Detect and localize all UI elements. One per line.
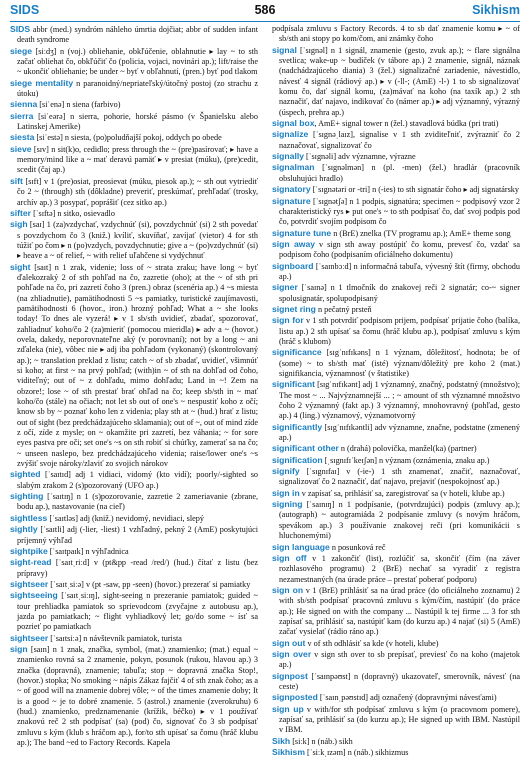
dictionary-entry: [10, 144, 258, 176]
entry-headword: signpost: [272, 670, 308, 681]
entry-headword: Sikhism: [272, 747, 305, 758]
entry-headword: Sikh: [272, 735, 291, 746]
dictionary-entry: [272, 747, 520, 758]
dictionary-entry: [10, 219, 258, 261]
entry-definition: v with/for sth podpísať zmluvu s kým (o pracovnom pomere), zapísať sa, prihlásiť sa (do kurzu ap.); He signed up with IBM. Nastúpil v IBM.: [279, 704, 520, 735]
entry-headword: sieve: [10, 143, 32, 154]
entry-definition: [ˈsaɪnˌpəʊstɪd] adj označený (dopravnými návesťami): [317, 693, 497, 703]
entry-headword: signer: [272, 282, 298, 293]
dictionary-entry: [10, 262, 258, 470]
entry-headword: sign: [10, 643, 28, 654]
dictionary-entry: [272, 443, 520, 454]
entry-definition: podpísala zmluvu s Factory Records. 4 to sb dať znamenie komu ▸ ~ of sb/sth ani stopy po kom/čom, ani známky čoho: [272, 24, 520, 44]
dictionary-entry: [10, 111, 258, 133]
entry-definition: [siːdʒ] n (voj.) obliehanie, obkľúčenie, oblahnutie ▸ lay ~ to sth začať obliehat čo, obkľúčiť čo (policia, vojaci, novinári ap.); lift/raise the ~ ukončiť obliehanie; be under ~ byť v obľahnutí, (pren.) byť pod tlakom: [17, 46, 258, 77]
entry-headword: sierra: [10, 110, 34, 121]
entry-headword: sightseer: [10, 578, 49, 589]
dictionary-entry: [10, 557, 258, 579]
entry-headword: sightpike: [10, 545, 48, 556]
entry-headword: SIDS: [10, 24, 31, 34]
entry-headword: signet ring: [272, 303, 316, 314]
entry-headword: significant other: [272, 443, 339, 454]
dictionary-entry: [272, 488, 520, 499]
dictionary-entry: [272, 704, 520, 736]
entry-headword: siege: [10, 45, 32, 56]
dictionary-entry: [272, 455, 520, 466]
dictionary-entry: [272, 736, 520, 747]
entry-headword: signboard: [272, 260, 314, 271]
entry-definition: [sɪv] n sit(k)o, cedidlo; press through the ~ (pre)pasírovať; ▸ have a memory/mind like a ~ mať deravú pamäť ▸ v presiat (múku), (pre)cedit, scedit (čaj ap.): [17, 144, 258, 175]
entry-definition: [saɪt] n 1 zrak, videnie; loss of ~ strata zraku; have long ~ byť ďalekozraký 2 of sth pohľad na čo, zazretie (oho); at the ~ of sth pri pohľade na čo, pri zazretí čoho 3 (pren.) obraz (scenéria ap.) 4 ~s miesta (na zhliadnutie), pamätihodnosti 5 ~s pamiatky, turistické zaujímavosti, pamätihodnosti 6 (hovor., iron.) hrozný pohľad; What a ~ she looks today! To dnes ale vyzerá! ▸ v 1 sb/sth uvidieť, zbadať, spozorovať, zahliadnuť koho/čo 2 (za)mieriť (pomocou mieridla) ▸ adv a ~ (hovor.) ovela, dakedy, neporovnateľne aký (v porovnaní); not by a long ~ ani zďaleka (nie), vôbec nie ▸ adj iba pohľadom (vykonaný) (skontrolovaný ap.); ~ translation preklad z listu; catch ~ of sb zbadať, uvidieť, všimnúť si koho; at first ~ na prvý pohľad; (with)in ~ of sth na dohľad od čoho, viditeľný; out of ~ z dohľadu, mimo dohľadu; Land in ~! Zem na obzore!; lose ~ of sth prestať brať ohľad na čo; keep sb/sth in ~ mať koho/čo (stále) na očiach; not let sb out of one's ~ nespustiť koho z očí; know sb by ~ poznať koho len z videnia; play sth at ~ (hud.) hrať z listu; out of sight (bez predchádzajúceho sklamania); out of ~, out of mind zíde z očí, zíde z mysle; on ~ okamžite pri zazretí, bez váhania; ~ for sore eyes pastva pre oči; set one's ~s on sth robiť si chúťky, zamerať sa na čo; ~ unseen naslepo, bez predchádzajúceho videnia; raise/lower one's ~s zvýšiť svoje nároky/zlaviť zo svojich nárokov: [17, 262, 258, 469]
dictionary-entry: [272, 239, 520, 261]
entry-headword: signal box: [272, 118, 315, 129]
entry-definition: n posunková reč: [329, 542, 386, 552]
entry-definition: v 1 (BrE) prihlásiť sa na úrad práce (do oficiálneho zoznamu) 2 with sb/sth podpísať pracovnú zmluvu s kým/čím, nastúpiť (do práce ap.); He signed on with the company ... Nastúpil k tej firme ... 3 for sth zapísať sa, prihlásiť sa, nastúpiť kam (do kurzu ap.) 4 najať (si) 5 (AmE) začať vysielať (rádio ráno ap.): [279, 585, 520, 637]
dictionary-entry: [10, 590, 258, 632]
dictionary-entry: [10, 644, 258, 748]
dictionary-entry: [10, 491, 258, 513]
dictionary-entry: [272, 315, 520, 347]
entry-headword: signing: [272, 499, 303, 510]
dictionary-entry: [272, 649, 520, 671]
entry-definition: [ˈsaɪtˌsiːə] v (pt -saw, pp -seen) (hovor.) prezerať si pamiatky: [48, 579, 251, 589]
entry-definition: [siːk] n (náb.) sikh: [290, 736, 353, 746]
entry-definition: [sɪft] v 1 (pre)osiat, preosievat (múku, piesok ap.); ~ sth out vytriediť čo 2 ~ (through) sth (dôkladne) preveriť, preskúmať, prehľadať (trosky, archív ap.) 3 posypať, poprášiť (cez sitko ap.): [17, 176, 258, 207]
entry-definition: v sign sth over to sb prepísať, previesť čo na koho (majetok ap.): [279, 649, 520, 670]
entry-headword: signature: [272, 195, 311, 206]
entry-headword: signal: [272, 44, 297, 55]
dictionary-entry: [272, 542, 520, 553]
dictionary-entry: [272, 45, 520, 118]
entry-headword: sight-read: [10, 557, 52, 568]
dictionary-entry: [272, 162, 520, 184]
entry-headword: signification: [272, 454, 323, 465]
entry-headword: sign on: [272, 584, 304, 595]
entry-definition: [ˈsaɪnə] n 1 tlmočník do znakovej reči 2 signatár; co-~ signer spolusignatár, spolupodpisaný: [279, 283, 520, 303]
dictionary-entry: [272, 379, 520, 421]
dictionary-entry: [272, 347, 520, 379]
dictionary-entry: [10, 546, 258, 557]
entry-headword: sightseeing: [10, 590, 58, 601]
dictionary-entry: [272, 638, 520, 649]
entry-definition: [ˈsɪgnətəri or -tri] n (-ies) to sth signatár čoho ▸ adj signatársky: [310, 185, 519, 195]
entry-headword: sign language: [272, 541, 330, 552]
entry-definition: [ˈsaɪnbɔːd] n informačná tabuľa, vývesný štít (firmy, obchodu ap.): [279, 261, 520, 281]
dictionary-entry: [10, 208, 258, 219]
entry-headword: sign away: [272, 238, 316, 249]
entry-headword: sight: [10, 261, 31, 272]
entry-headword: significantly: [272, 421, 323, 432]
entry-headword: sighted: [10, 469, 41, 480]
left-guide-word: SIDS: [10, 3, 40, 17]
entry-headword: signalize: [272, 129, 309, 140]
dictionary-entry: [10, 46, 258, 78]
dictionary-entry: [10, 78, 258, 100]
entry-headword: sightly: [10, 524, 38, 535]
entry-definition: [ˈsɪgnəli] adv významne, výrazne: [304, 152, 416, 162]
entry-headword: siesta: [10, 132, 35, 143]
dictionary-entry: [272, 585, 520, 638]
entry-definition: abbr (med.) syndróm náhleho úmrtia dojčiat; abbr of sudden infant death syndrome: [17, 25, 258, 45]
page-header: [10, 3, 520, 22]
entry-definition: [ˌsɪgnɪfɪˈkeɪʃən] n význam (oznámenia, znaku ap.): [322, 455, 490, 465]
entry-headword: signatory: [272, 184, 311, 195]
entry-definition: [ˈsɪgnəˌlaɪz], signalise v 1 sth zviditeľniť, zvýrazniť čo 2 naznačovať, signalizovať čo: [279, 130, 520, 150]
dictionary-entry: [272, 671, 520, 693]
entry-definition: [ˈsɪgnəl] n 1 signál, znamenie (gesto, zvuk ap.); ~ flare signálna svetlica; wake-up ~ budíček (v tábore ap.) 2 znamenie, signál, náznak (nadchádzajúceho diania) 3 (žel.) signalizačné zariadenie, návestidlo, návesť 4 signál (rádiový ap.) ▸ v (-ll-; (AmE) -l-) 1 to sb signalizovať komu čo, dať signál komu, (za)mávať na koho (na taxík ap.) 2 sth naznačiť, dať najavo, indikovať čo (námer ap.) ▸ adj významný, výrazný (úspech, prehra ap.): [279, 45, 520, 117]
entry-definition: [ˈsaɪtˌriːd] v (pt&pp -read /red/) (hud.) čítať z listu (bez prípravy): [17, 558, 258, 578]
entry-definition: n paranoidný/nepriateľský/útočný postoj (zo strachu z útoku): [17, 78, 259, 99]
entry-headword: sign for: [272, 315, 304, 326]
dictionary-entry: [10, 469, 258, 491]
entry-definition: [ˈsɪgnətʃə] n 1 podpis, signatúra; specimen ~ podpisový vzor 2 charakteristický rys ▸ put one's ~ to sth podpísať čo, dať svoj podpis pod čo, potvrdiť svojím podpisom čo: [279, 196, 520, 227]
entry-definition: [ˈsaɪnɪŋ] n 1 podpísanie, (potvrdzujúci) podpis (zmluvy ap.); (autograph) ~ autogramiáda 2 podpísanie zmluvy (s novým hráčom, spevákom ap.) 3 používanie znakovej reči (pri komunikácii s hluchonemými): [279, 500, 520, 541]
dictionary-entry: [272, 184, 520, 195]
entry-headword: significant: [272, 379, 315, 390]
entry-definition: [siˈeərə] n sierra, pohorie, horské pásmo (v Španielsku alebo Latinskej Amerike): [17, 111, 258, 132]
entry-definition: [ˈsaɪtˌsiːɪŋ], sight-seeing n prezeranie pamiatok; guided ~ tour prehliadka pamiatok so sprievodcom (zvyčajne z autobusu ap.), jazda po pamiatkach; ~ flight vyhliadkový let; go/do some ~ ísť sa pozrieť po pamiatkach: [17, 591, 258, 632]
dictionary-entry: [272, 151, 520, 162]
entry-headword: signalman: [272, 162, 315, 173]
entry-definition: [saɪ] 1 (za)vzdychať, vzdychnúť (si), povzdychnúť (si) 2 sth povedať s povzdychom čo 3 (kniž.) kvíliť, skuvíňať, zavíjať (vietor) 4 for sth túžiť po čom ▸ n (po)vzdych, povzdychnutie; give a ~ (po)vzdychnúť (si) ▸ heave a ~ of relief, ~ with relief uľahčene si vydýchnuť: [17, 220, 258, 261]
dictionary-entry: [10, 524, 258, 546]
entry-definition: [ˈsɪgnəlmən] n (pl. -men) (žel.) hradlár (pracovník obsluhujúci hradlo): [279, 163, 520, 183]
entry-definition: v 1 zakončiť (list), rozlúčiť sa, skončiť (čím (na záver rozhlasového programu) 2 (BrE) nechať sa vyradiť z registra nezamestnaných (na úrade práce – prestať poberať podporu): [279, 553, 520, 584]
entry-headword: sign off: [272, 552, 307, 563]
entry-definition: [ˈsaɪtsiːə] n návštevník pamiatok, turista: [48, 633, 182, 643]
entry-definition: [ˈsaɪnpəʊst] n (dopravný) ukazovateľ, smerovník, návesť (na ceste): [279, 671, 520, 691]
dictionary-entry: [272, 196, 520, 228]
entry-definition: [ˈsaɪtli] adj (-lier, -liest) 1 vzhľadný, pekný 2 (AmE) poskytujúci príjemný výhľad: [17, 525, 258, 545]
entry-definition: v zapísať sa, prihlásiť sa, zaregistrovať sa (v hoteli, klube ap.): [299, 488, 505, 498]
entry-definition: [ˈsaɪtɪd] adj 1 vidiaci, vidomý (kto vidí); poorly/-sighted so slabým zrakom 2 (s)pozorovaný (UFO ap.): [17, 470, 258, 490]
entry-definition: [ˈsaɪtpaɪk] n výhľadnica: [47, 546, 129, 556]
entry-definition: [sɪgˈnɪfɪkənt] adj 1 významný, značný, podstatný (množstvo); The most ~ ... Najvýznamnejší ... ; ~ amount of sth významné množstvo čoho 2 významný (fakt ap.) 3 významný, mnohovravný (pohľad, gesto ap.) 4 (ling.) významový, významotvorný: [279, 380, 520, 421]
entry-headword: sigh: [10, 219, 28, 230]
entry-definition: [ˈsaɪtɪŋ] n 1 (s)pozorovanie, zazretie 2 zameriavanie (zbrane, bodu ap.), nastavovanie (na cieľ): [17, 492, 258, 512]
entry-definition: [ˈsɪftə] n sitko, osievadlo: [31, 208, 115, 218]
dictionary-entry: [10, 579, 258, 590]
entry-definition: n (drahá) polovička, manžel(ka) (partner): [338, 444, 477, 454]
entry-headword: sign over: [272, 648, 312, 659]
dictionary-entry: [10, 132, 258, 143]
entry-headword: sightseer: [10, 632, 49, 643]
dictionary-entry: [272, 261, 520, 283]
entry-headword: sign up: [272, 703, 304, 714]
right-column: [272, 24, 520, 758]
entry-definition: [sɪgˈnɪfɪkəns] n 1 význam, dôležitosť, hodnota; be of (some) ~ to sb/sth mať (isté) význam/dôležitý pre koho 2 (mat.) signifikancia, významnosť (v štatistike): [279, 348, 520, 378]
entry-definition: n pečatný prsteň: [315, 304, 372, 314]
entry-headword: sift: [10, 175, 23, 186]
entry-definition: [ˈsɪgnɪfaɪ] v (-ie-) 1 sth znamenať, značiť, naznačovať, signalizovať čo 2 naznačiť, dať najavo, prejaviť (nespokojnosť ap.): [279, 467, 520, 487]
entry-headword: sightless: [10, 512, 48, 523]
dictionary-entry: [272, 228, 520, 239]
dictionary-entry: [272, 692, 520, 703]
entry-definition: v of sth odhlásiť sa kde (v hoteli, klube): [305, 638, 439, 648]
dictionary-entry: [272, 282, 520, 304]
entry-headword: siege mentality: [10, 77, 74, 88]
page-number: 586: [254, 3, 276, 17]
dictionary-entry: [272, 118, 520, 129]
entry-definition: , AmE+ signal tower n (žel.) stavadlová búdka (pri trati): [314, 119, 499, 129]
entry-definition: v 1 sth potvrdiť podpisom prijem, podpísať prijatie čoho (balíka, listu ap.) 2 sth upísať sa čomu (hráč klubu ap.), podpísať zmluvu s kým (hráč s klubom): [279, 316, 520, 346]
entry-headword: sifter: [10, 207, 32, 218]
dictionary-entry: [10, 99, 258, 110]
dictionary-entry: [272, 466, 520, 488]
entry-definition: v sign sth away postúpiť čo komu, prevesť čo, vzdať sa podpisom čoho (podpisaním oficiálneho dokumentu): [279, 239, 520, 260]
entry-definition: [saɪn] n 1 znak, značka, symbol, (mat.) znamienko; (mat.) equal ~ znamienko rovná sa 2 znamenie, pokyn, posunok (rukou, hlavou ap.) 3 značka (dopravná), znamenie; tabuľa; stop ~ dopravná značka Stop!, (hovor.) stopka; No smoking ~ nápis Zákaz fajčiť 4 of sth znak čoho; as a ~ of good will na znamenie dobrej vôle; ~ of the times znamenie doby; It is a good ~ je to dobré znamenie. 5 (astrol.) znamenie (zverokruhu) 6 (hud.) znamienko, predznamenanie (krížik, béčko) ▸ v 1 používať znakovú reč 2 sth podpísať (sa) (pod) čo, signovať čo 3 sb podpísať zmluvu s kým (klub s hráčom ap.), for/to sth upísať sa čomu (hráč klubu ap.); The band ~ed to Factory Records. Kapela: [17, 644, 258, 748]
dictionary-entry: [10, 513, 258, 524]
dictionary-entry: [272, 499, 520, 541]
entry-definition: [siˈenə] n siena (farbivo): [37, 100, 121, 110]
entry-headword: signally: [272, 151, 304, 162]
entry-headword: sighting: [10, 491, 44, 502]
dictionary-entry: [272, 24, 520, 45]
entry-headword: sign out: [272, 637, 306, 648]
dictionary-entry: [10, 633, 258, 644]
entry-headword: signify: [272, 466, 300, 477]
left-column: [10, 24, 258, 747]
entry-headword: signature tune: [272, 227, 332, 238]
entry-definition: [siˈestə] n siesta, (po)poludňajší pokoj, oddych po obede: [34, 133, 222, 143]
dictionary-entry: [10, 176, 258, 208]
dictionary-entry: [272, 553, 520, 585]
dictionary-entry: [272, 129, 520, 151]
dictionary-entry: [272, 304, 520, 315]
entry-definition: n (BrE) znelka (TV programu ap.); AmE+ theme song: [331, 228, 511, 238]
dictionary-entry: [272, 422, 520, 444]
entry-definition: [sɪgˈnɪfɪkəntli] adv významne, značne, podstatne (zmenený ap.): [279, 422, 520, 443]
entry-definition: [ˈsiːkˌɪzəm] n (náb.) sikhizmus: [304, 748, 409, 758]
entry-definition: [ˈsaɪtləs] adj (kniž.) nevidomý, nevidiaci, slepý: [47, 513, 204, 523]
right-guide-word: Sikhism: [472, 3, 520, 17]
entry-headword: sign in: [272, 487, 300, 498]
dictionary-entry: [10, 24, 258, 46]
entry-headword: signposted: [272, 692, 318, 703]
entry-headword: significance: [272, 347, 322, 358]
entry-headword: sienna: [10, 99, 38, 110]
